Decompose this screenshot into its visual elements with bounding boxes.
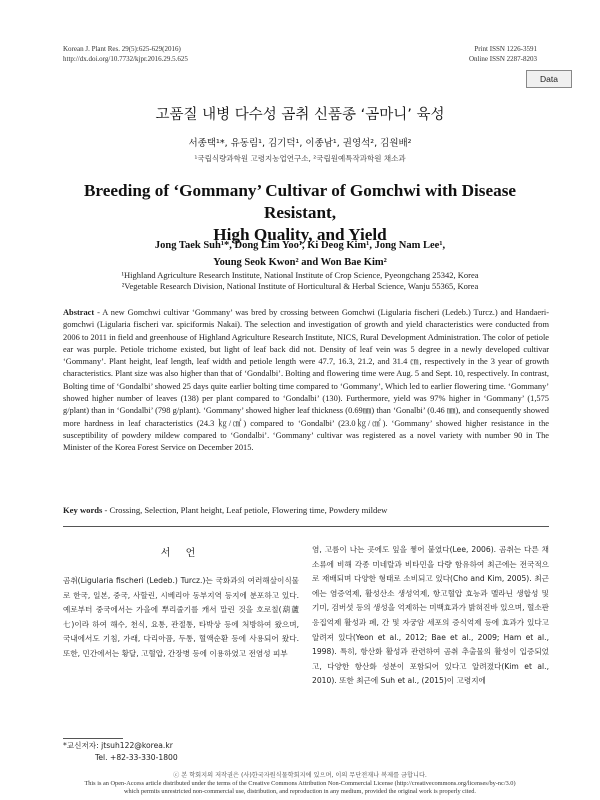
intro-paragraph-left: 곰취(Ligularia fischeri (Ledeb.) Turcz.)는 국화과의 여러해살이식물로 한국, 일본, 중국, 사할린, 시베리아 동부지역 등지에 분포하고 있다. 예로부터 중국에서는 가을에 뿌리줄기를 캐서 말린 것을 호로칠(葫蘆七)이라 하여 해수, 천식, 요통, 관절통, 타박상 등에 처방하여 왔으며, 국내에서도 기침, 가래, 다리아픔, 두통, 혈액순환 등에 사용되어 왔다. 또한, 민간에서는 황달, 고혈압, 간장병 등에 이용하였고 전염성 피부 <box>63 576 299 658</box>
intro-heading: 서 언 <box>160 548 202 559</box>
license-notice <box>40 780 560 795</box>
article-type-badge: Data <box>526 70 572 88</box>
print-issn: Print ISSN 1226-3591 <box>474 45 537 53</box>
online-issn: Online ISSN 2287-8203 <box>468 55 537 63</box>
english-authors-line2: Young Seok Kwon² and Won Bae Kim² <box>213 257 387 268</box>
section-divider <box>63 526 549 527</box>
korean-authors: 서종택¹*, 유동림¹, 김기덕¹, 이종남¹, 권영석², 김원배² <box>188 138 412 149</box>
corresponding-email: *교신저자: jtsuh122@korea.kr <box>63 741 173 750</box>
license-line2: which permits unrestricted non-commercial use, distribution, and reproduction in any medium, provided the original work is properly cited. <box>123 787 476 795</box>
abstract-text: - A new Gomchwi cultivar ‘Gommany’ was bred by crossing between Gomchwi (Ligularia fischeri (Ledeb.) Turcz.) and Handaeri-gomchwi (Ligularia fischeri var. spiciformis Nakai). The selection and investigation of growth and yield characteristics were conducted from 2006 to 2011 in field and greenhouse of Highland Agriculture Research Institute, NICS, Rural Development Administration. The color of petiole ear was purple. Petiole trichome existed, but light of leaf back did not. Density of leaf vein was 5 degree in a newly developed cultivar ‘Gommany’. Plant height, leaf length, leaf width and petiole length were 47.7, 16.3, 21.2, and 31.4 ㎝, respectively in the 3 year of growth characteristics. Plant size was also higher than that of ‘Gondalbi’. Bolting and flowering time were Aug. 5 and Sept. 10, respectively. In contrast, Bolting time of ‘Gondalbi’ showed 25 days quite earlier bolting time compared to ‘Gommany’, Which led to earlier flowering time. ‘Gommany’ showed higher number of leaves (138) per plant compared to ‘Gondalbi’ (130). Furthermore, yield was 97% higher in ‘Gommany’ (1,575 g/plant) than in ‘Gondalbi’ (798 g/plant). ‘Gommany’ showed higher leaf thickness (0.69㎜) than ‘Gonalbi’ (0.46 ㎜), and consequently showed more hardness in leaf characteristics (24.3 ㎏/㎠) compared to ‘Gondalbi’ (23.0㎏/㎠). ‘Gommany’ showed higher resistance in the susceptibility of powdery mildew compared to ‘Gondalbi’. ‘Gommany’ cultivar was registered as a novel variety with number 90 in The Minister of the Korea Forest Service on December 2015. <box>63 308 549 453</box>
english-title-line2: High Quality, and Yield <box>213 225 387 244</box>
corresponding-author <box>63 740 178 764</box>
korean-title: 고품질 내병 다수성 곰취 신품종 ‘곰마니’ 육성 <box>155 107 445 123</box>
korean-affiliations: ¹국립식량과학원 고령지농업연구소, ²국립원예특작과학원 채소과 <box>194 154 406 163</box>
intro-paragraph-right: 염, 고름이 나는 곳에도 잎을 찧어 붙였다(Lee, 2006). 곰취는 다른 채소류에 비해 각종 미네랄과 비타민을 다량 함유하여 최근에는 전국적으로 재배되며 다양한 형태로 소비되고 있다(Cho and Kim, 2005). 최근에는 염증억제, 활성산소 생성억제, 항고혈압 효능과 멜라닌 생합성 및 기미, 검버섯 등의 생성을 억제하는 미백효과가 밝혀진바 있으며, 혈소판 응집억제 활성과 폐, 간 및 자궁암 세포의 증식억제 등에 효과가 있다고 알려져 있다(Yeon et al., 2012; Bae et al., 2009; Ham et al., 1998). 특히, 항산화 활성과 관련하여 곰취 추출물의 활성이 입증되었고, 다양한 항산화 성분이 포함되어 있다고 알려졌다(Kim et al., 2010). 또한 최근에 Suh et al., (2015)이 고령지에 <box>312 545 549 686</box>
affiliation-1: ¹Highland Agriculture Research Institute, National Institute of Crop Science, Pyeongchang 25342, Korea <box>121 270 479 280</box>
footnote-rule <box>63 738 123 739</box>
corresponding-tel: Tel. +82-33-330-1800 <box>95 753 178 762</box>
intro-left-column <box>63 574 299 662</box>
doi-link[interactable]: http://dx.doi.org/10.7732/kjpr.2016.29.5.625 <box>63 55 188 63</box>
keywords <box>63 504 549 516</box>
intro-right-column <box>312 543 549 689</box>
copyright-notice: ⓒ 본 학회지의 저작권은 (사)한국자원식물학회지에 있으며, 이의 무단전재나 복제를 금합니다. <box>173 772 427 779</box>
abstract-label: Abstract <box>63 308 95 317</box>
license-line1: This is an Open-Access article distributed under the terms of the Creative Commons Attribution Non-Commercial License (http://creativecommons.org/licenses/by-nc/3.0) <box>84 780 516 787</box>
english-affiliations <box>60 270 540 292</box>
english-authors <box>60 237 540 271</box>
affiliation-2: ²Vegetable Research Division, National Institute of Horticultural & Herbal Science, Wanju 55365, Korea <box>121 281 479 291</box>
abstract <box>63 307 549 455</box>
english-authors-line1: Jong Taek Suh¹*, Dong Lim Yoo¹, Ki Deog Kim¹, Jong Nam Lee¹, <box>154 240 446 251</box>
journal-citation: Korean J. Plant Res. 29(5):625-629(2016) <box>63 45 181 53</box>
keywords-text: - Crossing, Selection, Plant height, Leaf petiole, Flowering time, Powdery mildew <box>102 505 388 515</box>
keywords-label: Key words <box>63 505 103 515</box>
english-title-line1: Breeding of ‘Gommany’ Cultivar of Gomchwi with Disease Resistant, <box>83 181 517 222</box>
